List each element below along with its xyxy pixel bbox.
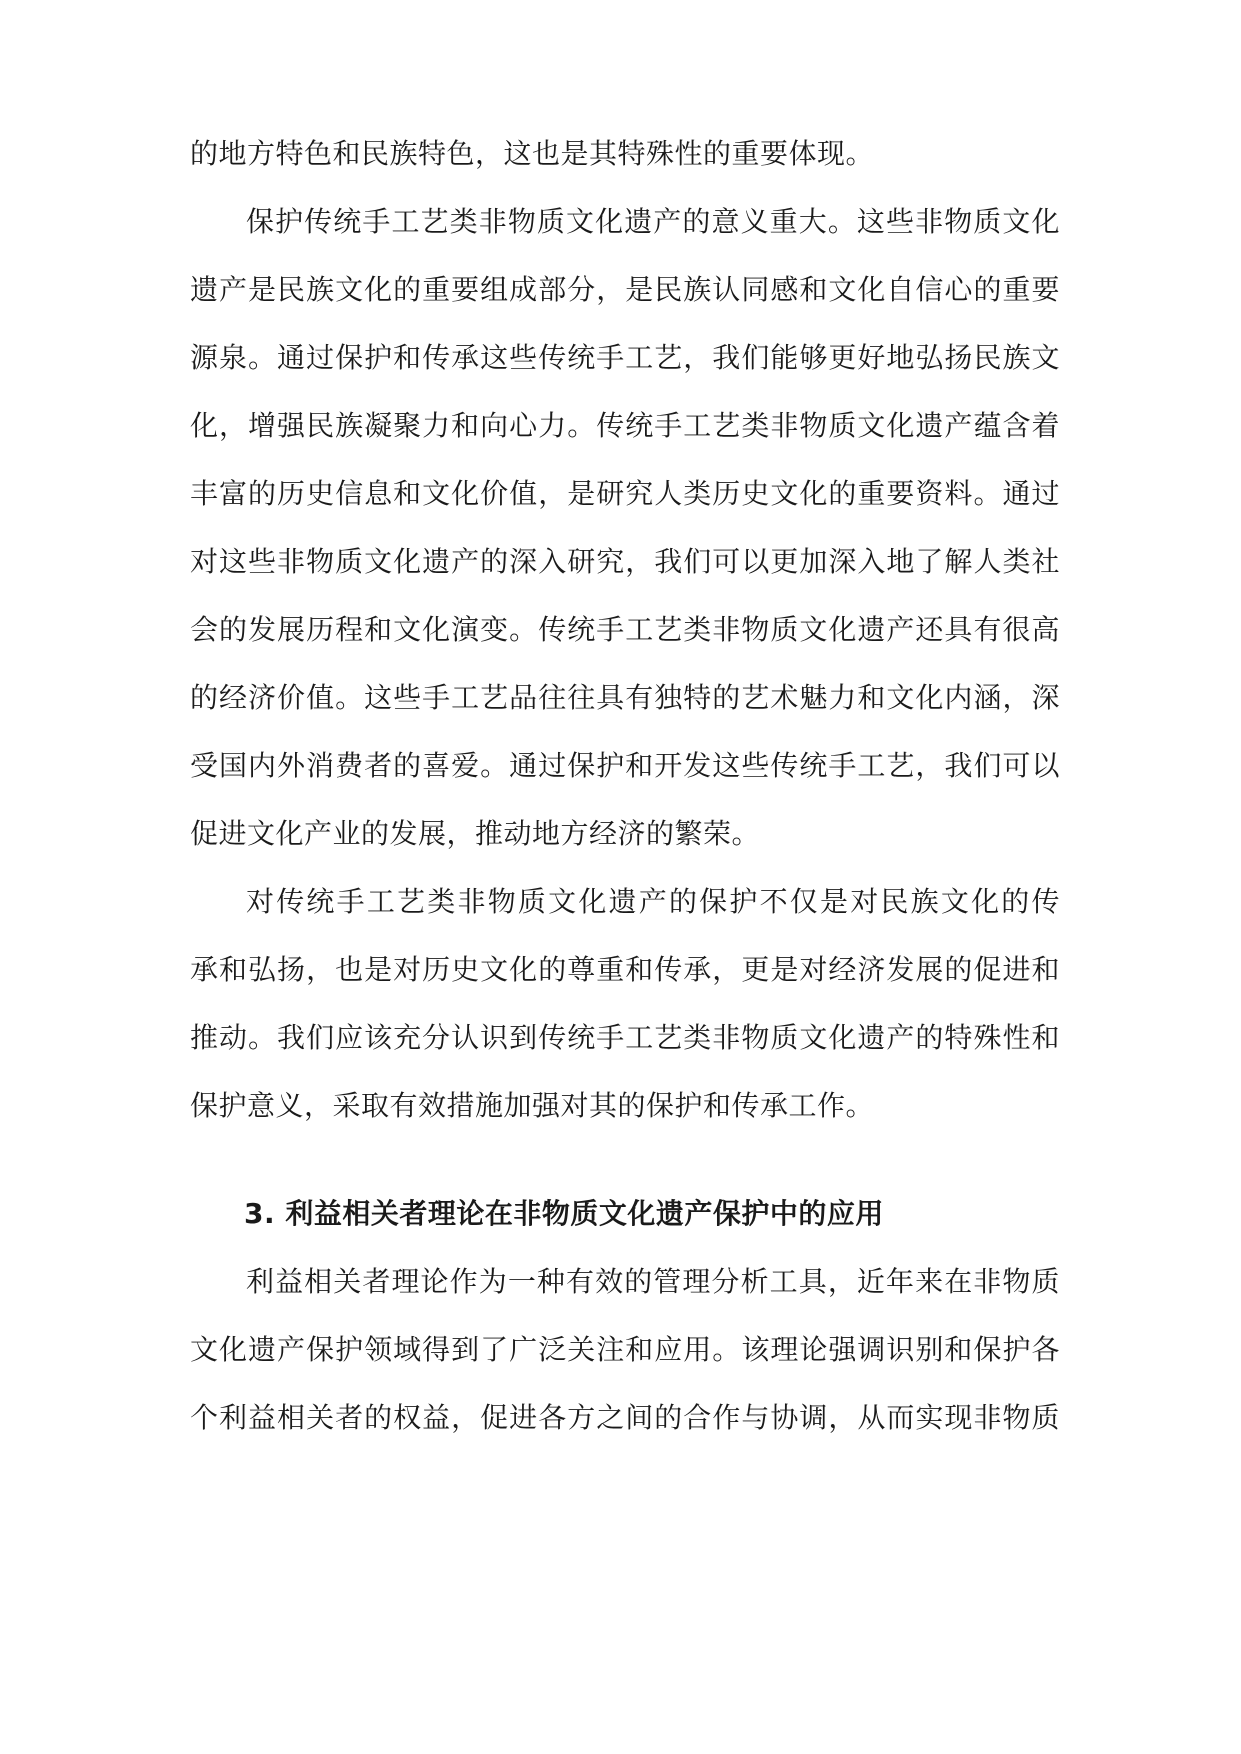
paragraph-2-line-4: 化，增强民族凝聚力和向心力。传统手工艺类非物质文化遗产蕴含着: [190, 409, 1060, 442]
paragraph-2-line-9: 受国内外消费者的喜爱。通过保护和开发这些传统手工艺，我们可以: [190, 749, 1060, 782]
paragraph-2-line-6: 对这些非物质文化遗产的深入研究，我们可以更加深入地了解人类社: [190, 545, 1060, 578]
paragraph-2-line-2: 遗产是民族文化的重要组成部分，是民族认同感和文化自信心的重要: [190, 273, 1060, 306]
paragraph-3-line-3: 推动。我们应该充分认识到传统手工艺类非物质文化遗产的特殊性和: [190, 1021, 1060, 1054]
paragraph-2-line-10: 促进文化产业的发展，推动地方经济的繁荣。: [190, 817, 761, 850]
paragraph-3-line-2: 承和弘扬，也是对历史文化的尊重和传承，更是对经济发展的促进和: [190, 953, 1060, 986]
paragraph-4-line-2: 文化遗产保护领域得到了广泛关注和应用。该理论强调识别和保护各: [190, 1333, 1060, 1366]
paragraph-3-line-1: 对传统手工艺类非物质文化遗产的保护不仅是对民族文化的传: [246, 885, 1060, 918]
paragraph-4-line-3: 个利益相关者的权益，促进各方之间的合作与协调，从而实现非物质: [190, 1401, 1060, 1434]
section-heading: 3. 利益相关者理论在非物质文化遗产保护中的应用: [244, 1197, 884, 1230]
paragraph-2-line-7: 会的发展历程和文化演变。传统手工艺类非物质文化遗产还具有很高: [190, 613, 1060, 646]
paragraph-4-line-1: 利益相关者理论作为一种有效的管理分析工具，近年来在非物质: [246, 1265, 1060, 1298]
paragraph-3-line-4: 保护意义，采取有效措施加强对其的保护和传承工作。: [190, 1089, 875, 1122]
paragraph-2-line-5: 丰富的历史信息和文化价值，是研究人类历史文化的重要资料。通过: [190, 477, 1060, 510]
paragraph-2-line-8: 的经济价值。这些手工艺品往往具有独特的艺术魅力和文化内涵，深: [190, 681, 1060, 714]
paragraph-2-line-3: 源泉。通过保护和传承这些传统手工艺，我们能够更好地弘扬民族文: [190, 341, 1060, 374]
paragraph-1-line-1: 的地方特色和民族特色，这也是其特殊性的重要体现。: [190, 137, 875, 170]
paragraph-2-line-1: 保护传统手工艺类非物质文化遗产的意义重大。这些非物质文化: [246, 205, 1060, 238]
